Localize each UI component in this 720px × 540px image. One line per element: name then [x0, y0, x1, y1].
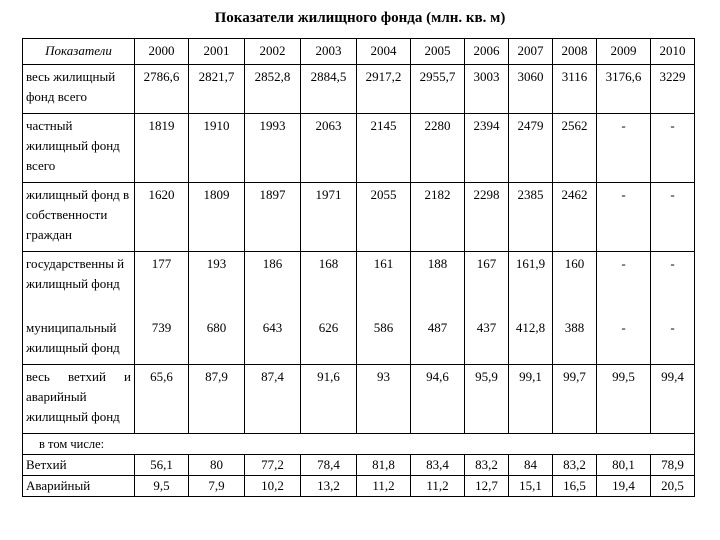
row-label: муниципальный жилищный фонд [23, 318, 135, 365]
table-cell: 12,7 [465, 476, 509, 497]
table-cell: 2280 [411, 114, 465, 183]
table-cell: - [597, 114, 651, 183]
table-cell: 2884,5 [301, 65, 357, 114]
table-cell: 2786,6 [135, 65, 189, 114]
table-cell: 3116 [553, 65, 597, 114]
table-cell: - [597, 183, 651, 252]
year-header: 2010 [651, 39, 695, 65]
table-cell: 83,2 [465, 455, 509, 476]
table-cell: - [597, 318, 651, 365]
header-label: Показатели [23, 39, 135, 65]
table-cell: 87,4 [245, 365, 301, 434]
table-cell: 56,1 [135, 455, 189, 476]
year-header: 2005 [411, 39, 465, 65]
table-cell: 2917,2 [357, 65, 411, 114]
table-cell: 2852,8 [245, 65, 301, 114]
table-cell: 2821,7 [189, 65, 245, 114]
table-cell: 80 [189, 455, 245, 476]
table-cell: 161,9 [509, 252, 553, 319]
row-label: частный жилищный фонд всего [23, 114, 135, 183]
year-header: 2002 [245, 39, 301, 65]
table-row [23, 183, 695, 252]
table-cell: 84 [509, 455, 553, 476]
year-header: 2006 [465, 39, 509, 65]
table-row [23, 252, 695, 319]
table-cell: 11,2 [357, 476, 411, 497]
table-cell: 20,5 [651, 476, 695, 497]
table-cell: 2298 [465, 183, 509, 252]
table-cell: 186 [245, 252, 301, 319]
table-cell: 13,2 [301, 476, 357, 497]
including-label: в том числе: [23, 434, 695, 455]
row-label: государственны й жилищный фонд [23, 252, 135, 319]
header-row [23, 39, 695, 65]
table-cell: 161 [357, 252, 411, 319]
table-cell: 487 [411, 318, 465, 365]
table-cell: 3229 [651, 65, 695, 114]
table-cell: 2063 [301, 114, 357, 183]
table-cell: 388 [553, 318, 597, 365]
table-row [23, 455, 695, 476]
table-cell: 680 [189, 318, 245, 365]
table-cell: 91,6 [301, 365, 357, 434]
table-cell: 15,1 [509, 476, 553, 497]
table-cell: 2055 [357, 183, 411, 252]
table-cell: - [651, 114, 695, 183]
table-cell: 626 [301, 318, 357, 365]
table-cell: 77,2 [245, 455, 301, 476]
table-cell: 2145 [357, 114, 411, 183]
year-header: 2000 [135, 39, 189, 65]
table-cell: 1809 [189, 183, 245, 252]
table-cell: - [597, 252, 651, 319]
table-title: Показатели жилищного фонда (млн. кв. м) [214, 10, 506, 26]
table-cell: 1971 [301, 183, 357, 252]
table-cell: 99,5 [597, 365, 651, 434]
table-cell: - [651, 318, 695, 365]
table-cell: 99,4 [651, 365, 695, 434]
table-row [23, 65, 695, 114]
table-cell: 83,2 [553, 455, 597, 476]
table-cell: 78,9 [651, 455, 695, 476]
table-cell: 2955,7 [411, 65, 465, 114]
housing-stock-table [22, 38, 695, 497]
table-cell: 1993 [245, 114, 301, 183]
table-cell: 437 [465, 318, 509, 365]
table-cell: 2462 [553, 183, 597, 252]
table-cell: 2479 [509, 114, 553, 183]
table-row [23, 318, 695, 365]
table-row [23, 114, 695, 183]
table-cell: - [651, 183, 695, 252]
table-cell: 11,2 [411, 476, 465, 497]
table-cell: 739 [135, 318, 189, 365]
table-cell: 188 [411, 252, 465, 319]
table-cell: 94,6 [411, 365, 465, 434]
table-cell: 1897 [245, 183, 301, 252]
year-header: 2001 [189, 39, 245, 65]
table-row [23, 365, 695, 434]
year-header: 2008 [553, 39, 597, 65]
year-header: 2003 [301, 39, 357, 65]
table-cell: 81,8 [357, 455, 411, 476]
table-cell: 2394 [465, 114, 509, 183]
table-cell: 1620 [135, 183, 189, 252]
table-cell: 193 [189, 252, 245, 319]
table-cell: 83,4 [411, 455, 465, 476]
table-cell: 2385 [509, 183, 553, 252]
table-cell: 87,9 [189, 365, 245, 434]
table-cell: 16,5 [553, 476, 597, 497]
row-label: весь жилищный фонд всего [23, 65, 135, 114]
table-cell: 93 [357, 365, 411, 434]
table-cell: 3003 [465, 65, 509, 114]
table-cell: 78,4 [301, 455, 357, 476]
table-cell: 1910 [189, 114, 245, 183]
table-cell: 7,9 [189, 476, 245, 497]
table-cell: 95,9 [465, 365, 509, 434]
year-header: 2007 [509, 39, 553, 65]
table-cell: 1819 [135, 114, 189, 183]
table-cell: 167 [465, 252, 509, 319]
table-cell: - [651, 252, 695, 319]
table-cell: 586 [357, 318, 411, 365]
table-cell: 99,7 [553, 365, 597, 434]
row-label: весь ветхий и аварийный жилищный фонд [23, 365, 135, 434]
table-cell: 3060 [509, 65, 553, 114]
row-label: Аварийный [23, 476, 135, 497]
table-cell: 19,4 [597, 476, 651, 497]
table-cell: 9,5 [135, 476, 189, 497]
table-cell: 80,1 [597, 455, 651, 476]
year-header: 2009 [597, 39, 651, 65]
table-cell: 160 [553, 252, 597, 319]
table-cell: 2562 [553, 114, 597, 183]
table-cell: 412,8 [509, 318, 553, 365]
table-cell: 2182 [411, 183, 465, 252]
table-row [23, 476, 695, 497]
table-cell: 643 [245, 318, 301, 365]
table-cell: 99,1 [509, 365, 553, 434]
subheader-row [23, 434, 695, 455]
table-cell: 10,2 [245, 476, 301, 497]
table-cell: 3176,6 [597, 65, 651, 114]
row-label: жилищный фонд в собственности граждан [23, 183, 135, 252]
table-cell: 177 [135, 252, 189, 319]
year-header: 2004 [357, 39, 411, 65]
table-cell: 168 [301, 252, 357, 319]
row-label: Ветхий [23, 455, 135, 476]
table-cell: 65,6 [135, 365, 189, 434]
